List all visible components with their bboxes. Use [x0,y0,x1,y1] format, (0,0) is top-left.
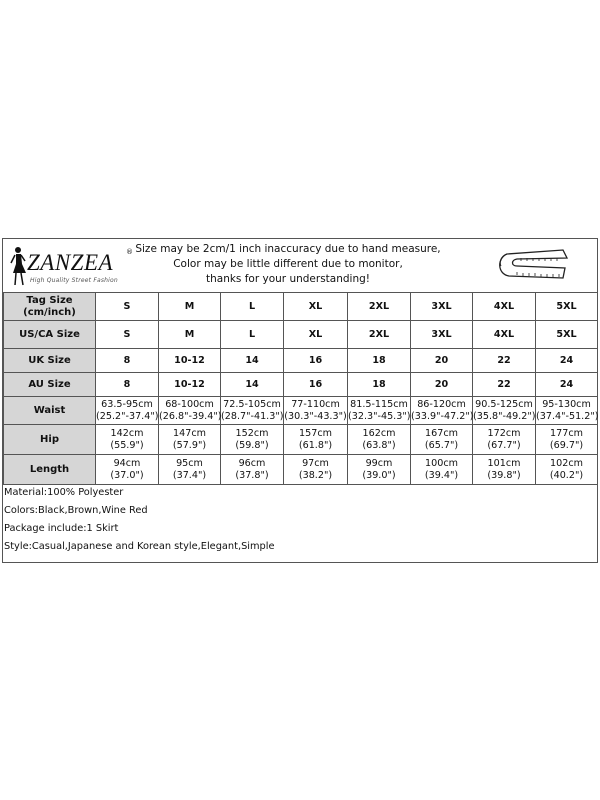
table-row [4,455,598,485]
table-cell [348,455,411,485]
cell-value: 20 [434,354,449,366]
cell-value: 172cm [487,427,521,439]
size-header-cell: 2XL [348,293,411,321]
size-header-cell: L [221,293,284,321]
cell-value: 14 [245,354,259,366]
table-row [4,373,598,397]
cell-value: 20 [434,378,449,390]
table-cell [284,373,348,397]
table-cell [284,397,348,425]
product-info [3,484,597,556]
cell-value: 100cm [425,457,458,469]
cell-inch-value: (35.8"-49.2") [473,410,536,422]
tag-size-label: Tag Size [26,294,73,306]
tag-size-header-cell [4,293,96,321]
info-material: Material:100% Polyester [4,487,124,498]
cell-value: M [184,328,195,340]
cell-inch-value: (25.2"-37.4") [96,410,159,422]
table-cell [221,349,284,373]
cell-inch-value: (39.4") [424,469,459,481]
cell-value: 102cm [550,457,583,469]
table-cell [473,397,536,425]
table-cell [284,455,348,485]
size-header-cell: XL [284,293,348,321]
cell-value: 157cm [299,427,332,439]
table-cell [96,349,159,373]
table-cell [284,321,348,349]
cell-value: L [248,328,256,340]
info-colors: Colors:Black,Brown,Wine Red [4,505,148,516]
cell-value: 22 [497,378,511,390]
table-row [4,349,598,373]
measuring-tape-icon [493,244,573,286]
tag-size-unit: (cm/inch) [23,306,76,318]
table-cell [96,397,159,425]
table-cell [411,397,473,425]
cell-inch-value: (55.9") [110,439,144,451]
table-row [4,425,598,455]
size-header-cell: 5XL [536,293,598,321]
table-cell [159,321,221,349]
notice-line-3: thanks for your understanding! [205,273,370,285]
size-header-cell: 4XL [473,293,536,321]
cell-value: 95cm [176,457,203,469]
table-cell [221,321,284,349]
cell-value: 22 [497,354,511,366]
table-cell [473,349,536,373]
chart-header [3,239,597,291]
table-cell [473,321,536,349]
table-cell [348,425,411,455]
table-cell [159,349,221,373]
table-cell [348,349,411,373]
table-cell [473,455,536,485]
table-cell [159,455,221,485]
table-cell [536,349,598,373]
row-label-cell: US/CA Size [4,321,96,349]
cell-value: 152cm [235,427,269,439]
cell-inch-value: (33.9"-47.2") [411,410,474,422]
cell-inch-value: (37.4"-51.2") [536,410,599,422]
table-cell [473,425,536,455]
row-label-cell: UK Size [4,349,96,373]
cell-value: 8 [123,378,131,390]
cell-value: 63.5-95cm [101,398,153,410]
info-package: Package include:1 Skirt [4,523,119,534]
notice-line-1: Size may be 2cm/1 inch inaccuracy due to hand measure, [135,243,441,255]
cell-inch-value: (67.7") [487,439,521,451]
cell-value: 68-100cm [165,398,214,410]
notice-line-2: Color may be little different due to monitor, [173,258,403,270]
table-header-row [4,293,598,321]
cell-value: 14 [245,378,259,390]
cell-value: 86-120cm [417,398,466,410]
measurement-notice [133,242,443,287]
cell-value: 101cm [487,457,521,469]
cell-value: 4XL [493,328,515,340]
table-cell [411,425,473,455]
table-cell [221,373,284,397]
row-label-cell: Length [4,455,96,485]
table-cell [473,373,536,397]
size-chart-sheet [2,238,598,563]
cell-value: 162cm [362,427,396,439]
cell-value: 96cm [238,457,266,469]
cell-value: 18 [372,354,386,366]
table-cell [411,373,473,397]
cell-inch-value: (57.9") [172,439,207,451]
cell-inch-value: (39.8") [487,469,521,481]
size-table [3,292,598,485]
cell-value: 95-130cm [542,398,591,410]
cell-value: 8 [123,354,131,366]
table-row [4,321,598,349]
cell-value: XL [308,328,323,340]
cell-inch-value: (63.8") [362,439,396,451]
cell-inch-value: (69.7") [549,439,584,451]
cell-inch-value: (30.3"-43.3") [284,410,347,422]
table-cell [159,425,221,455]
cell-value: 2XL [368,328,390,340]
table-cell [411,321,473,349]
cell-inch-value: (32.3"-45.3") [348,410,411,422]
cell-value: 142cm [110,427,144,439]
table-cell [536,373,598,397]
cell-value: 72.5-105cm [223,398,281,410]
cell-value: 167cm [425,427,458,439]
cell-inch-value: (38.2") [298,469,333,481]
cell-value: 147cm [173,427,206,439]
size-header-cell: M [159,293,221,321]
cell-value: 3XL [431,328,452,340]
table-cell [221,455,284,485]
table-cell [348,321,411,349]
cell-value: 99cm [365,457,393,469]
table-cell [348,373,411,397]
cell-inch-value: (37.0") [110,469,144,481]
cell-value: 10-12 [174,354,205,366]
cell-inch-value: (65.7") [424,439,459,451]
row-label-cell: Waist [4,397,96,425]
table-cell [159,397,221,425]
table-cell [284,349,348,373]
table-cell [96,321,159,349]
table-cell [159,373,221,397]
size-header-cell: S [96,293,159,321]
table-cell [284,425,348,455]
table-cell [96,425,159,455]
info-style: Style:Casual,Japanese and Korean style,Elegant,Simple [4,541,275,552]
table-cell [536,455,598,485]
brand-tagline: High Quality Street Fashion [30,277,118,284]
cell-inch-value: (61.8") [298,439,333,451]
cell-value: 97cm [302,457,329,469]
table-cell [536,397,598,425]
cell-value: 24 [559,354,574,366]
row-label-cell: Hip [4,425,96,455]
cell-value: 16 [308,354,323,366]
brand-name: ZANZEA [27,250,114,275]
cell-value: 16 [308,378,323,390]
cell-inch-value: (39.0") [362,469,396,481]
registered-mark: ® [126,248,133,256]
table-cell [536,425,598,455]
cell-inch-value: (40.2") [549,469,584,481]
table-cell [96,455,159,485]
cell-inch-value: (28.7"-41.3") [221,410,284,422]
table-row [4,397,598,425]
table-cell [221,425,284,455]
cell-inch-value: (59.8") [235,439,269,451]
cell-value: 94cm [113,457,141,469]
cell-value: 24 [559,378,574,390]
cell-inch-value: (37.4") [172,469,207,481]
table-cell [411,349,473,373]
cell-value: S [123,328,131,340]
cell-value: 10-12 [174,378,205,390]
cell-value: 5XL [556,328,577,340]
table-cell [96,373,159,397]
size-header-cell: 3XL [411,293,473,321]
cell-inch-value: (37.8") [235,469,269,481]
cell-value: 81.5-115cm [350,398,408,410]
cell-value: 177cm [550,427,583,439]
table-cell [411,455,473,485]
table-cell [221,397,284,425]
brand-logo [9,245,133,287]
cell-value: 18 [372,378,386,390]
model-silhouette-icon [9,245,29,287]
cell-value: 90.5-125cm [475,398,533,410]
cell-inch-value: (26.8"-39.4") [159,410,222,422]
cell-value: 77-110cm [291,398,340,410]
table-cell [536,321,598,349]
row-label-cell: AU Size [4,373,96,397]
table-cell [348,397,411,425]
